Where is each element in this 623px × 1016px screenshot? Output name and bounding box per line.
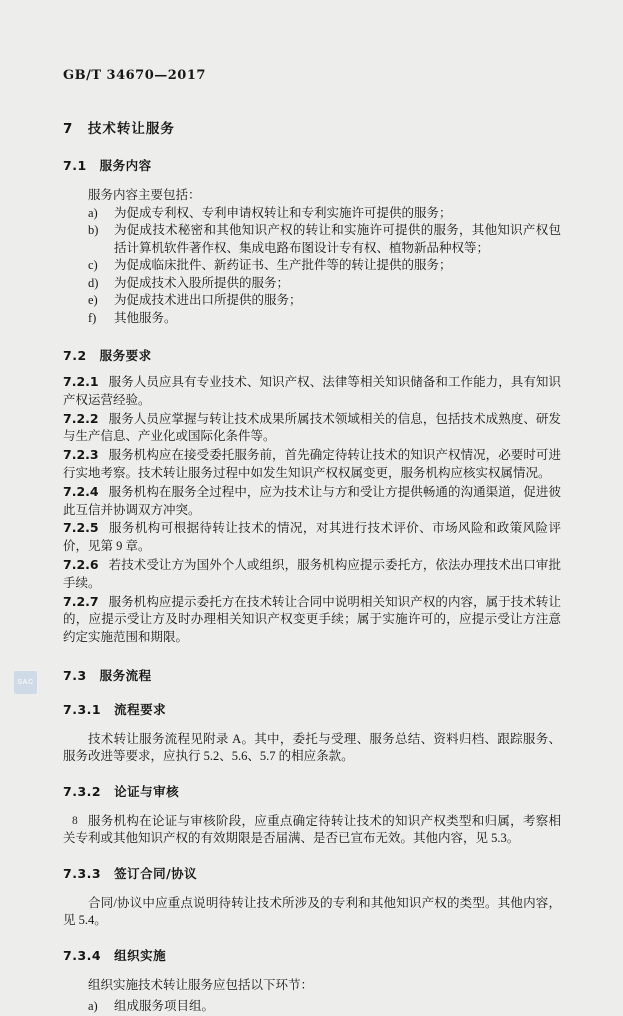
clause-text: 服务机构在服务全过程中，应为技术让与方和受让方提供畅通的沟通渠道，促进彼此互信并协调双方冲突。 [63, 484, 561, 517]
page-number: 8 [72, 815, 78, 827]
clause-text: 服务人员应具有专业技术、知识产权、法律等相关知识储备和工作能力，具有知识产权运营经验。 [63, 375, 561, 407]
section-7-2-title: 7.2 服务要求 [63, 348, 152, 363]
clause-number: 7.2.3 [63, 447, 99, 463]
section-7-3-2-paragraph: 服务机构在论证与审核阶段，应重点确定待转让技术的知识产权类型和归属，考察相关专利或其他知识产权的有效期限是否届满、是否已宣布无效。其他内容，见 5.3。 [63, 813, 561, 846]
section-7-3-1-title: 7.3.1 流程要求 [63, 701, 167, 717]
list-item [63, 998, 561, 1016]
clause-number: 7.2.5 [63, 520, 99, 536]
clause-text: 若技术受让方为国外个人或组织，服务机构应提示委托方，依法办理技术出口审批手续。 [63, 557, 561, 590]
section-7-3-title: 7.3 服务流程 [63, 667, 152, 683]
list-item-text: 为促成技术秘密和其他知识产权的转让和实施许可提供的服务，其他知识产权包括计算机软件著作权、集成电路布图设计专有权、植物新品种权等； [114, 223, 561, 255]
list-item-text: 组成服务项目组。 [114, 999, 215, 1014]
section-7-2-clauses [63, 373, 561, 647]
list-item-label: a) [88, 205, 98, 220]
list-item-label: f) [88, 310, 97, 325]
clause [63, 483, 561, 520]
list-item-label: a) [88, 999, 98, 1014]
service-content-list [63, 205, 561, 328]
list-item-label: d) [88, 275, 99, 290]
list-item-text: 其他服务。 [114, 310, 177, 325]
section-7-3-1-paragraph: 技术转让服务流程见附录 A。其中，委托与受理、服务总结、资料归档、跟踪服务、服务改进等要求，应执行 5.2、5.6、5.7 的相应条款。 [63, 731, 561, 764]
clause-text: 服务机构应提示委托方在技术转让合同中说明相关知识产权的内容，属于技术转让的，应提示受让方及时办理相关知识产权变更手续；属于实施许可的，应提示受让方注意约定实施范围和期限。 [63, 594, 561, 645]
list-item-text: 为促成技术进出口所提供的服务； [114, 293, 302, 307]
clause [63, 446, 561, 483]
list-item [63, 205, 561, 223]
clause-number: 7.2.4 [63, 483, 99, 499]
clause-number: 7.2.6 [63, 556, 99, 572]
section-7-1-intro: 服务内容主要包括： [88, 188, 201, 202]
clause-number: 7.2.2 [63, 410, 99, 426]
list-item-label: c) [88, 258, 98, 272]
list-item [63, 292, 561, 310]
clause-text: 服务人员应掌握与转让技术成果所属技术领域相关的信息，包括技术成熟度、研发与生产信息、产业化或国际化条件等。 [63, 411, 561, 444]
implementation-steps-list [63, 998, 561, 1016]
clause [63, 519, 561, 556]
sac-watermark-badge: SAC [14, 671, 37, 694]
list-item-label: b) [88, 223, 99, 237]
list-item-label: e) [88, 293, 98, 307]
standard-number-header: GB/T 34670—2017 [63, 68, 206, 83]
list-item [63, 257, 561, 275]
clause-number: 7.2.7 [63, 593, 99, 609]
clause-number: 7.2.1 [63, 374, 99, 389]
section-7-3-3-paragraph: 合同/协议中应重点说明待转让技术所涉及的专利和其他知识产权的类型。其他内容，见 5.4。 [63, 895, 561, 928]
section-7-1-title: 7.1 服务内容 [63, 158, 152, 173]
section-7-3-2-title: 7.3.2 论证与审核 [63, 783, 180, 799]
clause [63, 556, 561, 593]
clause [63, 593, 561, 647]
list-item [63, 310, 561, 328]
list-item [63, 275, 561, 293]
clause [63, 410, 561, 447]
clause [63, 373, 561, 410]
section-7-3-3-title: 7.3.3 签订合同/协议 [63, 865, 198, 881]
list-item-text: 为促成专利权、专利申请权转让和专利实施许可提供的服务； [114, 205, 452, 220]
clause-text: 服务机构可根据待转让技术的情况，对其进行技术评价、市场风险和政策风险评价，见第 9 章。 [63, 521, 561, 554]
list-item-text: 为促成技术入股所提供的服务； [114, 275, 290, 290]
section-7-3-4-paragraph: 组织实施技术转让服务应包括以下环节： [88, 977, 314, 992]
list-item-text: 为促成临床批件、新药证书、生产批件等的转让提供的服务； [114, 258, 452, 272]
section-7-title: 7 技术转让服务 [63, 121, 175, 137]
clause-text: 服务机构应在接受委托服务前，首先确定待转让技术的知识产权情况，必要时可进行实地考察。技术转让服务过程中如发生知识产权权属变更，服务机构应核实权属情况。 [63, 448, 561, 480]
list-item [63, 222, 561, 257]
section-7-3-4-title: 7.3.4 组织实施 [63, 947, 167, 963]
